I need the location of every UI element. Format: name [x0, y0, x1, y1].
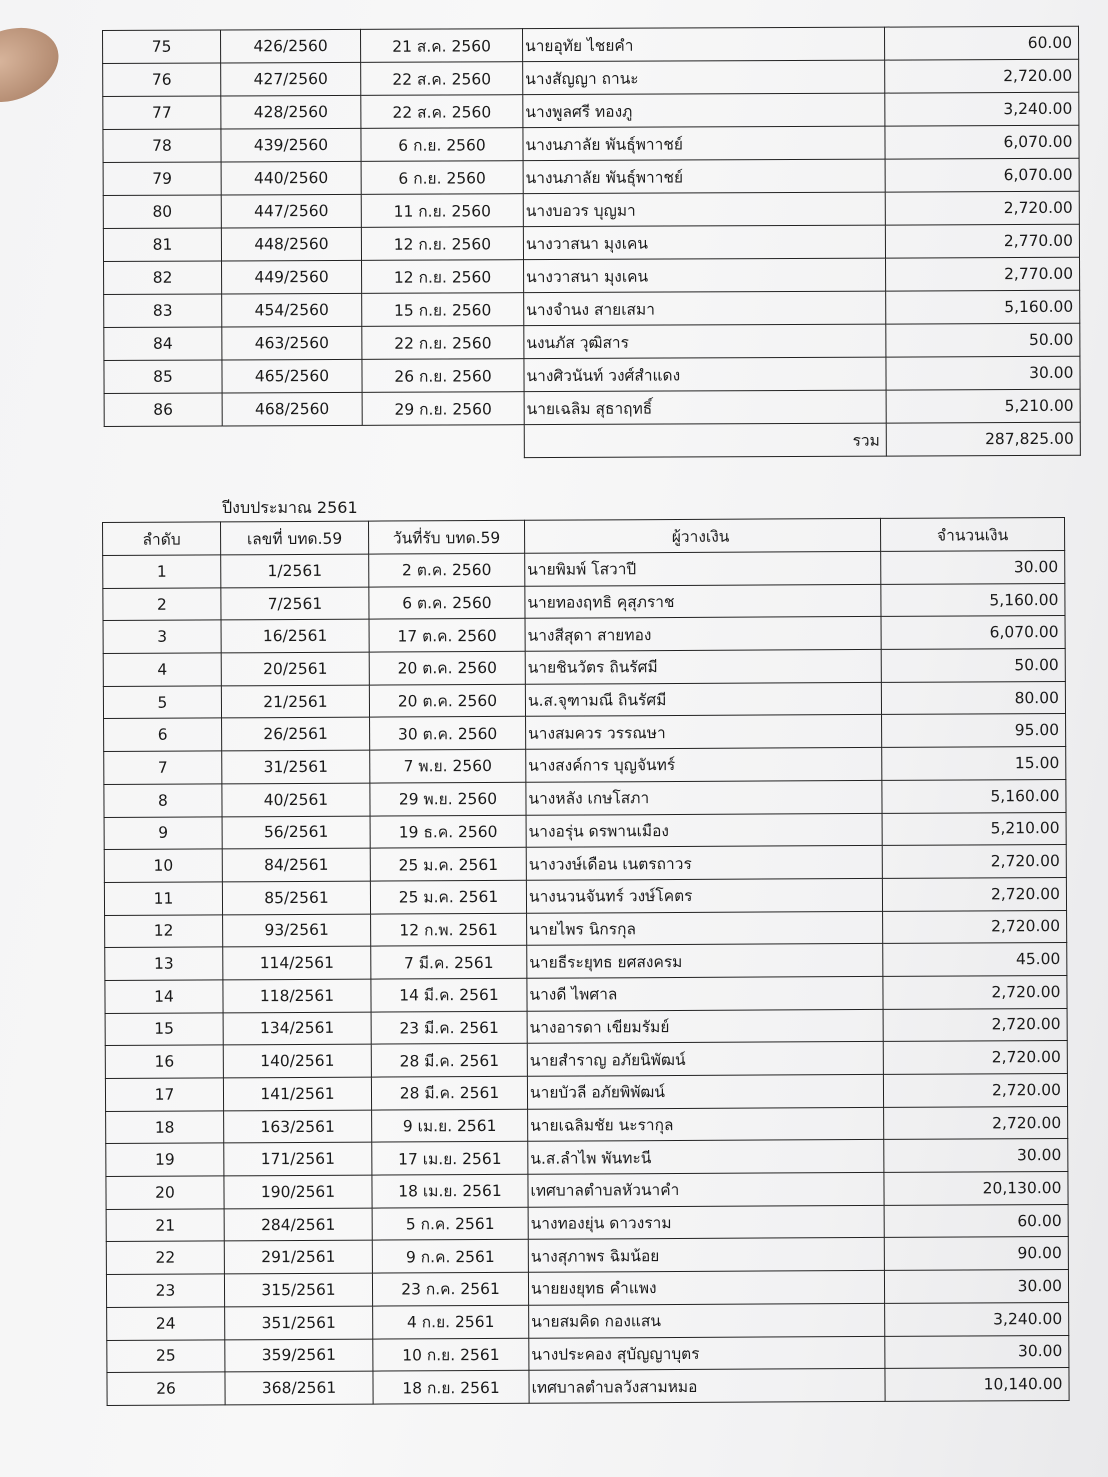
cell-date: 23 มี.ค. 2561: [371, 1011, 527, 1045]
table-row: [104, 747, 1066, 785]
cell-doc: 7/2561: [221, 587, 369, 620]
table-row: [104, 714, 1066, 752]
table-row: [106, 1172, 1068, 1210]
cell-no: 4: [103, 653, 221, 686]
table-row: [104, 356, 1080, 393]
table-row: [103, 125, 1079, 162]
cell-date: 25 ม.ค. 2561: [370, 847, 526, 881]
cell-no: 19: [106, 1143, 224, 1176]
cell-no: 17: [105, 1078, 223, 1111]
table-row: [104, 257, 1080, 294]
table-row: [103, 26, 1079, 63]
table-row: [104, 779, 1066, 817]
table-row: [103, 59, 1079, 96]
cell-amount: 2,720.00: [883, 910, 1067, 944]
total-label: รวม: [524, 423, 886, 458]
header-doc: เลขที่ บทด.59: [221, 521, 369, 555]
cell-doc: 16/2561: [221, 619, 369, 652]
cell-no: 24: [107, 1307, 225, 1340]
table-row: [103, 616, 1065, 654]
cell-doc: 190/2561: [224, 1175, 372, 1208]
cell-amount: 3,240.00: [885, 1302, 1069, 1336]
cell-name: นางวาสนา มุงเคน: [523, 225, 885, 260]
header-amount: จำนวนเงิน: [880, 517, 1064, 551]
cell-amount: 30.00: [881, 550, 1065, 584]
cell-no: 79: [103, 162, 221, 196]
cell-doc: 85/2561: [222, 881, 370, 914]
total-row: [104, 422, 1080, 459]
table-row: [103, 158, 1079, 195]
cell-no: 8: [104, 784, 222, 817]
cell-doc: 31/2561: [222, 750, 370, 783]
cell-name: นางสีสุดา สายทอง: [525, 617, 881, 652]
cell-amount: 10,140.00: [885, 1368, 1069, 1402]
cell-doc: 351/2561: [225, 1306, 373, 1339]
cell-date: 14 มี.ค. 2561: [371, 978, 527, 1012]
cell-doc: 118/2561: [223, 979, 371, 1012]
cell-name: นายไพร นิกรกุล: [527, 911, 883, 946]
cell-name: นางสมควร วรรณษา: [526, 715, 882, 750]
cell-amount: 5,160.00: [882, 779, 1066, 813]
table-row: [105, 910, 1067, 948]
cell-no: 84: [104, 327, 222, 361]
cell-date: 7 พ.ย. 2560: [370, 749, 526, 783]
cell-amount: 2,720.00: [883, 1073, 1067, 1107]
table-row: [103, 224, 1079, 261]
cell-no: 85: [104, 360, 222, 394]
cell-no: 12: [105, 914, 223, 947]
table-row: [105, 1073, 1067, 1111]
cell-no: 86: [104, 393, 222, 427]
cell-doc: 291/2561: [224, 1241, 372, 1274]
cell-doc: 427/2560: [221, 62, 361, 96]
cell-name: นางหลัง เกษโสภา: [526, 780, 882, 815]
cell-name: นายพิมพ์ โสวาปี: [525, 551, 881, 586]
table-row: [103, 92, 1079, 129]
cell-date: 2 ต.ค. 2560: [369, 553, 525, 587]
cell-doc: 428/2560: [221, 95, 361, 129]
cell-name: นายเฉลิม สุธาฤทธิ์: [524, 390, 886, 425]
cell-doc: 368/2561: [225, 1371, 373, 1404]
cell-amount: 2,720.00: [885, 59, 1079, 93]
cell-no: 82: [104, 261, 222, 295]
table-row: [104, 812, 1066, 850]
cell-no: 81: [103, 228, 221, 262]
cell-name: นงนภัส วุฒิสาร: [524, 324, 886, 359]
cell-doc: 56/2561: [222, 816, 370, 849]
cell-date: 22 ส.ค. 2560: [361, 95, 523, 129]
cell-no: 78: [103, 129, 221, 163]
cell-name: นางนวนจันทร์ วงษ์โคตร: [526, 878, 882, 913]
cell-date: 23 ก.ค. 2561: [372, 1272, 528, 1306]
cell-doc: 171/2561: [224, 1142, 372, 1175]
cell-name: น.ส.จุฑามณี ถินรัศมี: [525, 682, 881, 717]
cell-no: 77: [103, 96, 221, 130]
header-date: วันที่รับ บทด.59: [368, 520, 524, 554]
cell-no: 1: [103, 555, 221, 588]
cell-name: นางจำนง สายเสมา: [524, 291, 886, 326]
cell-amount: 2,720.00: [885, 191, 1079, 225]
header-name: ผู้วางเงิน: [524, 518, 880, 553]
cell-name: นางสุภาพร ฉิมน้อย: [528, 1238, 884, 1273]
cell-date: 17 เม.ย. 2561: [372, 1142, 528, 1176]
cell-doc: 26/2561: [222, 718, 370, 751]
cell-name: นายเฉลิมชัย นะรากุล: [528, 1107, 884, 1142]
cell-no: 26: [107, 1372, 225, 1405]
cell-amount: 5,160.00: [881, 583, 1065, 617]
cell-date: 12 ก.ย. 2560: [362, 260, 524, 294]
cell-doc: 93/2561: [223, 914, 371, 947]
table-row: [103, 681, 1065, 719]
cell-doc: 140/2561: [223, 1044, 371, 1077]
cell-no: 15: [105, 1012, 223, 1045]
cell-doc: 84/2561: [222, 848, 370, 881]
cell-doc: 426/2560: [221, 29, 361, 63]
cell-amount: 30.00: [884, 1139, 1068, 1173]
cell-name: นายอุทัย ไชยคำ: [522, 27, 884, 62]
cell-amount: 3,240.00: [885, 92, 1079, 126]
table-2560: [102, 26, 1081, 460]
cell-name: นางวาสนา มุงเคน: [524, 258, 886, 293]
cell-date: 7 มี.ค. 2561: [371, 946, 527, 980]
cell-doc: 1/2561: [221, 554, 369, 587]
table-row: [104, 323, 1080, 360]
cell-no: 21: [106, 1209, 224, 1242]
table-2561: [102, 517, 1070, 1406]
cell-no: 20: [106, 1176, 224, 1209]
cell-date: 4 ก.ย. 2561: [373, 1305, 529, 1339]
table-row: [105, 943, 1067, 981]
cell-doc: 163/2561: [224, 1110, 372, 1143]
cell-name: นายยงยุทธ คำแพง: [528, 1271, 884, 1306]
table-row: [103, 649, 1065, 687]
cell-amount: 30.00: [886, 356, 1080, 390]
cell-amount: 45.00: [883, 943, 1067, 977]
table-row: [107, 1368, 1069, 1406]
cell-amount: 90.00: [884, 1237, 1068, 1271]
cell-amount: 2,720.00: [884, 1106, 1068, 1140]
empty-cell: [104, 426, 222, 460]
cell-doc: 359/2561: [225, 1339, 373, 1372]
cell-no: 80: [103, 195, 221, 229]
cell-date: 19 ธ.ค. 2560: [370, 815, 526, 849]
cell-name: นางนภาลัย พันธุ์พาาชย์: [523, 159, 885, 194]
cell-no: 3: [103, 620, 221, 653]
cell-no: 83: [104, 294, 222, 328]
table-row: [106, 1204, 1068, 1242]
table-row: [104, 290, 1080, 327]
cell-amount: 5,160.00: [886, 290, 1080, 324]
cell-name: นางสัญญา ถานะ: [523, 60, 885, 95]
cell-doc: 439/2560: [221, 128, 361, 162]
cell-name: นางดี ไพศาล: [527, 976, 883, 1011]
cell-amount: 20,130.00: [884, 1172, 1068, 1206]
cell-amount: 6,070.00: [881, 616, 1065, 650]
cell-no: 18: [106, 1111, 224, 1144]
cell-name: นางวงษ์เดือน เนตรถาวร: [526, 846, 882, 881]
cell-no: 14: [105, 980, 223, 1013]
cell-name: นางบอวร บุญมา: [523, 192, 885, 227]
cell-no: 76: [103, 63, 221, 97]
cell-name: นายสำราญ อภัยนิพัฒน์: [527, 1042, 883, 1077]
cell-amount: 80.00: [881, 681, 1065, 715]
cell-name: นางประคอง สุบัญญาบุตร: [529, 1336, 885, 1371]
cell-date: 26 ก.ย. 2560: [362, 359, 524, 393]
empty-cell: [222, 425, 362, 459]
table-row: [103, 550, 1065, 588]
cell-amount: 2,720.00: [883, 975, 1067, 1009]
cell-name: นางอารดา เขียมรัมย์: [527, 1009, 883, 1044]
cell-name: นายธีระยุทธ ยศสงครม: [527, 944, 883, 979]
cell-doc: 468/2560: [222, 392, 362, 426]
cell-date: 17 ต.ค. 2560: [369, 619, 525, 653]
table-row: [106, 1139, 1068, 1177]
cell-date: 11 ก.ย. 2560: [361, 194, 523, 228]
cell-date: 20 ต.ค. 2560: [369, 684, 525, 718]
cell-name: เทศบาลตำบลวังสามหมอ: [529, 1369, 885, 1404]
cell-doc: 284/2561: [224, 1208, 372, 1241]
empty-cell: [362, 425, 524, 459]
cell-name: นางอรุ่น ดรพานเมือง: [526, 813, 882, 848]
cell-amount: 50.00: [886, 323, 1080, 357]
table-row: [104, 845, 1066, 883]
cell-doc: 134/2561: [223, 1012, 371, 1045]
cell-date: 29 พ.ย. 2560: [370, 782, 526, 816]
cell-name: นายบัวลี อภัยพิพัฒน์: [527, 1074, 883, 1109]
cell-name: นายชินวัตร ถินรัศมี: [525, 649, 881, 684]
cell-no: 7: [104, 751, 222, 784]
cell-amount: 30.00: [884, 1270, 1068, 1304]
cell-doc: 463/2560: [222, 326, 362, 360]
cell-doc: 440/2560: [221, 161, 361, 195]
table-row: [105, 975, 1067, 1013]
cell-name: นางทองยุ่น ดาวงราม: [528, 1205, 884, 1240]
cell-date: 28 มี.ค. 2561: [371, 1044, 527, 1078]
cell-doc: 454/2560: [222, 293, 362, 327]
thumb-shadow: [0, 15, 69, 115]
cell-date: 30 ต.ค. 2560: [370, 717, 526, 751]
cell-no: 6: [104, 718, 222, 751]
cell-amount: 6,070.00: [885, 125, 1079, 159]
cell-name: นายสมคิด กองแสน: [529, 1303, 885, 1338]
cell-date: 18 ก.ย. 2561: [373, 1370, 529, 1404]
table-row: [106, 1237, 1068, 1275]
cell-amount: 15.00: [882, 747, 1066, 781]
cell-amount: 60.00: [884, 1204, 1068, 1238]
cell-doc: 141/2561: [223, 1077, 371, 1110]
table-row: [107, 1302, 1069, 1340]
header-no: ลำดับ: [103, 522, 221, 556]
cell-no: 9: [104, 816, 222, 849]
total-value: 287,825.00: [886, 422, 1080, 456]
cell-doc: 315/2561: [224, 1273, 372, 1306]
cell-doc: 465/2560: [222, 359, 362, 393]
cell-amount: 2,720.00: [883, 1041, 1067, 1075]
cell-no: 23: [106, 1274, 224, 1307]
cell-name: นายทองฤทธิ คุสุภราช: [525, 584, 881, 619]
cell-date: 12 ก.ย. 2560: [361, 227, 523, 261]
cell-date: 28 มี.ค. 2561: [371, 1076, 527, 1110]
cell-date: 22 ก.ย. 2560: [362, 326, 524, 360]
cell-amount: 2,720.00: [882, 877, 1066, 911]
cell-date: 18 เม.ย. 2561: [372, 1174, 528, 1208]
cell-doc: 448/2560: [221, 227, 361, 261]
table-row: [103, 583, 1065, 621]
cell-date: 29 ก.ย. 2560: [362, 392, 524, 426]
cell-no: 11: [104, 882, 222, 915]
cell-date: 21 ส.ค. 2560: [360, 29, 522, 63]
table-row: [105, 1041, 1067, 1079]
cell-date: 6 ต.ค. 2560: [369, 586, 525, 620]
cell-date: 10 ก.ย. 2561: [373, 1338, 529, 1372]
cell-date: 22 ส.ค. 2560: [361, 62, 523, 96]
cell-amount: 95.00: [882, 714, 1066, 748]
cell-doc: 114/2561: [223, 946, 371, 979]
cell-amount: 30.00: [885, 1335, 1069, 1369]
cell-name: นางนภาลัย พันธุ์พาาชย์: [523, 126, 885, 161]
table-row: [106, 1106, 1068, 1144]
cell-no: 2: [103, 588, 221, 621]
cell-date: 6 ก.ย. 2560: [361, 161, 523, 195]
cell-date: 5 ก.ค. 2561: [372, 1207, 528, 1241]
cell-date: 15 ก.ย. 2560: [362, 293, 524, 327]
table-row: [105, 1008, 1067, 1046]
cell-no: 25: [107, 1339, 225, 1372]
cell-doc: 40/2561: [222, 783, 370, 816]
table-row: [103, 191, 1079, 228]
fiscal-year-title: ปีงบประมาณ 2561: [222, 498, 358, 517]
table-row: [106, 1270, 1068, 1308]
cell-no: 16: [105, 1045, 223, 1078]
cell-doc: 447/2560: [221, 194, 361, 228]
cell-doc: 20/2561: [221, 652, 369, 685]
cell-date: 6 ก.ย. 2560: [361, 128, 523, 162]
cell-no: 13: [105, 947, 223, 980]
cell-amount: 2,720.00: [882, 845, 1066, 879]
cell-name: นางสงค์การ บุญจันทร์: [526, 748, 882, 783]
cell-date: 12 ก.พ. 2561: [371, 913, 527, 947]
cell-name: น.ส.ลำไพ พันทะนี: [528, 1140, 884, 1175]
table-row: [104, 877, 1066, 915]
table-row: [104, 389, 1080, 426]
cell-no: 5: [103, 686, 221, 719]
cell-date: 20 ต.ค. 2560: [369, 651, 525, 685]
cell-name: เทศบาลตำบลหัวนาคำ: [528, 1172, 884, 1207]
cell-date: 9 เม.ย. 2561: [372, 1109, 528, 1143]
table-header-row: [103, 517, 1065, 555]
cell-amount: 5,210.00: [886, 389, 1080, 423]
cell-amount: 6,070.00: [885, 158, 1079, 192]
cell-date: 9 ก.ค. 2561: [372, 1240, 528, 1274]
table-row: [107, 1335, 1069, 1373]
cell-date: 25 ม.ค. 2561: [370, 880, 526, 914]
cell-no: 22: [106, 1241, 224, 1274]
cell-name: นางพูลศรี ทองภู: [523, 93, 885, 128]
cell-doc: 449/2560: [222, 260, 362, 294]
cell-no: 10: [104, 849, 222, 882]
cell-name: นางศิวนันท์ วงศ์สำแดง: [524, 357, 886, 392]
cell-amount: 5,210.00: [882, 812, 1066, 846]
cell-amount: 50.00: [881, 649, 1065, 683]
cell-amount: 2,770.00: [885, 224, 1079, 258]
cell-amount: 2,770.00: [886, 257, 1080, 291]
cell-amount: 60.00: [884, 26, 1078, 60]
cell-doc: 21/2561: [221, 685, 369, 718]
cell-no: 75: [103, 30, 221, 64]
cell-amount: 2,720.00: [883, 1008, 1067, 1042]
